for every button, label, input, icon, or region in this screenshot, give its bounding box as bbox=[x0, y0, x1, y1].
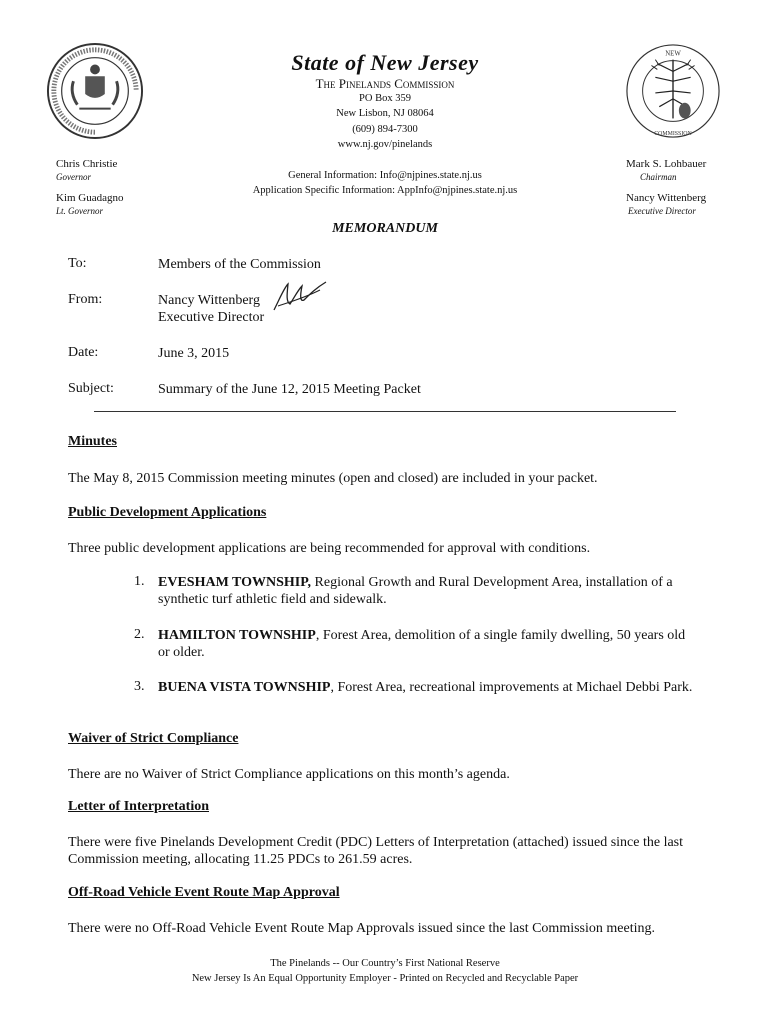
pda-heading: Public Development Applications bbox=[68, 505, 267, 520]
from-name: Nancy Wittenberg bbox=[158, 293, 260, 308]
loi-heading: Letter of Interpretation bbox=[68, 799, 209, 814]
orv-heading: Off-Road Vehicle Event Route Map Approval bbox=[68, 885, 340, 900]
subject-label: Subject: bbox=[68, 381, 114, 396]
list-item-description: Regional Growth and Rural Development Area, installation of a synthetic turf athletic field and sidewalk. bbox=[158, 575, 673, 607]
list-item bbox=[158, 679, 698, 696]
svg-text:NEW: NEW bbox=[665, 50, 681, 58]
official-title: Lt. Governor bbox=[56, 206, 103, 216]
list-item bbox=[158, 627, 698, 661]
footer-line-2: New Jersey Is An Equal Opportunity Employer - Printed on Recycled and Recyclable Paper bbox=[191, 973, 579, 984]
list-item-description: , Forest Area, demolition of a single family dwelling, 50 years old or older. bbox=[158, 628, 686, 660]
list-item-number: 3. bbox=[134, 679, 145, 694]
to-label: To: bbox=[68, 256, 87, 271]
header-divider bbox=[94, 411, 676, 412]
from-title: Executive Director bbox=[158, 310, 265, 325]
waiver-heading: Waiver of Strict Compliance bbox=[68, 731, 239, 746]
commission-name: The Pinelands Commission bbox=[315, 76, 455, 91]
list-item bbox=[158, 574, 698, 608]
footer-line-1: The Pinelands -- Our Country’s First National Reserve bbox=[270, 958, 500, 969]
date-label: Date: bbox=[68, 345, 99, 360]
list-item-number: 1. bbox=[134, 574, 145, 589]
signature-icon bbox=[270, 280, 330, 314]
memo-title: MEMORANDUM bbox=[332, 221, 438, 236]
to-value: Members of the Commission bbox=[158, 257, 321, 272]
left-officials bbox=[56, 158, 124, 218]
official-title: Chairman bbox=[640, 172, 677, 182]
date-value: June 3, 2015 bbox=[158, 346, 230, 361]
official-name: Nancy Wittenberg bbox=[626, 192, 707, 204]
list-item-township: BUENA VISTA TOWNSHIP bbox=[158, 680, 331, 695]
minutes-heading: Minutes bbox=[68, 434, 117, 449]
official-name: Mark S. Lohbauer bbox=[626, 158, 707, 170]
orv-text: There were no Off-Road Vehicle Event Route Map Approvals issued since the last Commission meeting. bbox=[68, 921, 655, 936]
general-info-email[interactable]: General Information: Info@njpines.state.nj.us bbox=[288, 170, 482, 181]
official-title: Governor bbox=[56, 172, 91, 182]
waiver-text: There are no Waiver of Strict Compliance applications on this month’s agenda. bbox=[68, 767, 510, 782]
list-item-township: HAMILTON TOWNSHIP bbox=[158, 628, 316, 643]
official-title: Executive Director bbox=[628, 206, 696, 216]
from-label: From: bbox=[68, 292, 103, 307]
phone-number: (609) 894-7300 bbox=[352, 124, 418, 135]
subject-value: Summary of the June 12, 2015 Meeting Packet bbox=[158, 382, 421, 397]
po-box: PO Box 359 bbox=[359, 93, 411, 104]
loi-text: There were five Pinelands Development Credit (PDC) Letters of Interpretation (attached) issued since the last Commission meeting, allocating 11.25 PDCs to 261.59 acres. bbox=[68, 835, 684, 867]
minutes-text: The May 8, 2015 Commission meeting minutes (open and closed) are included in your packet. bbox=[68, 471, 598, 486]
website-link[interactable]: www.nj.gov/pinelands bbox=[337, 139, 433, 150]
official-name: Chris Christie bbox=[56, 158, 118, 170]
list-item-description: , Forest Area, recreational improvements at Michael Debbi Park. bbox=[330, 680, 693, 695]
right-officials bbox=[626, 158, 706, 218]
pda-text: Three public development applications are being recommended for approval with conditions. bbox=[68, 541, 591, 556]
application-info-email[interactable]: Application Specific Information: AppInfo@njpines.state.nj.us bbox=[252, 185, 518, 196]
list-item-township: EVESHAM TOWNSHIP, bbox=[158, 575, 312, 590]
list-item-number: 2. bbox=[134, 627, 145, 642]
city-address: New Lisbon, NJ 08064 bbox=[336, 108, 434, 119]
svg-text:COMMISSION: COMMISSION bbox=[654, 131, 692, 138]
state-title: State of New Jersey bbox=[291, 50, 479, 75]
official-name: Kim Guadagno bbox=[56, 192, 124, 204]
